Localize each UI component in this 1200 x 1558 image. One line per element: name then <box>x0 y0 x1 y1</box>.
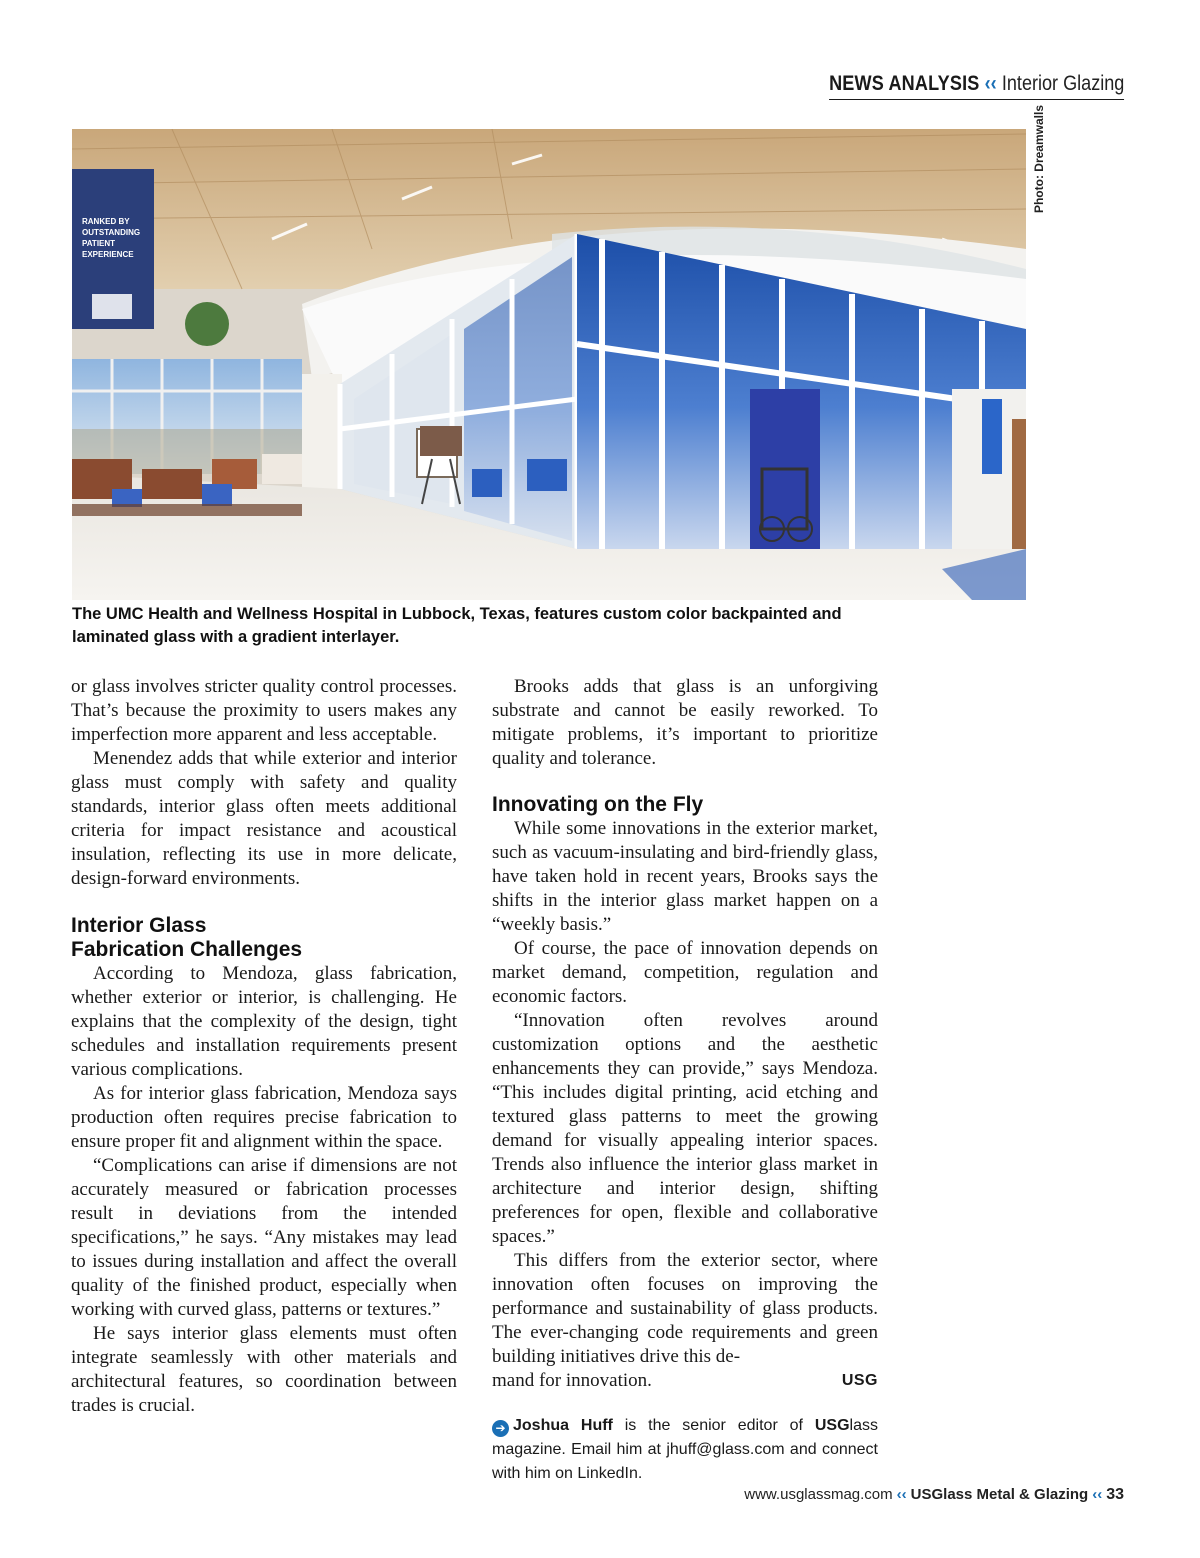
paragraph: This differs from the exterior sector, where innovation often focuses on improving the performance and sustainability of glass products. The ever-changing code requirements and green building initiatives drive this de- <box>492 1250 878 1367</box>
right-column <box>492 675 878 1486</box>
bio-text-1: is the senior editor of <box>612 1417 815 1434</box>
banner-line-4: EXPERIENCE <box>82 250 134 259</box>
banner-line-1: RANKED BY <box>82 217 130 226</box>
paragraph: Menendez adds that while exterior and interior glass must comply with safety and quality standards, interior glass often meets additional criteria for impact resistance and acoustical insulation, reflecting its use in more delicate, design-forward environments. <box>71 748 457 889</box>
left-column <box>71 675 457 1418</box>
subheading-line-2: Fabrication Challenges <box>71 938 303 961</box>
topic-label: Interior Glazing <box>1001 72 1124 95</box>
paragraph: As for interior glass fabrication, Mendoza says production often requires precise fabrication to ensure proper fit and alignment within the space. <box>71 1083 457 1152</box>
arrow-right-icon: ➔ <box>492 1420 509 1437</box>
brand-bold: USG <box>814 1417 850 1434</box>
subheading-fabrication-challenges <box>71 914 457 962</box>
subheading-line-1: Interior Glass <box>71 914 207 937</box>
section-label: NEWS ANALYSIS <box>828 72 980 95</box>
paragraph: “Innovation often revolves around customization options and the aesthetic enhancements they can provide,” says Mendoza. “This includes digital printing, acid etching and textured glass patterns to meet the growing demand for visually appealing interior spaces. Trends also influence the interior glass market in architecture and interior design, shifting preferences for open, flexible and collaborative spaces.” <box>492 1010 878 1247</box>
photo-illustration <box>72 129 1026 600</box>
paragraph: While some innovations in the exterior market, such as vacuum-insulating and bird-friendly glass, have taken hold in recent years, Brooks says the shifts in the interior glass market happen on a “weekly basis.” <box>492 818 878 935</box>
footer-publication: USGlass Metal & Glazing <box>910 1486 1089 1503</box>
end-mark: USG <box>841 1372 878 1389</box>
photo-credit-text: Photo: Dreamwalls <box>1032 105 1046 214</box>
banner-line-3: PATIENT <box>82 239 116 248</box>
footer-url: www.usglassmag.com <box>744 1486 893 1503</box>
chevron-separator-icon: ‹‹ <box>896 1486 907 1503</box>
brand-rest: lass <box>849 1417 878 1434</box>
page-footer <box>744 1484 1124 1506</box>
paragraph: Brooks adds that glass is an unforgiving substrate and cannot be easily reworked. To mitigate problems, it’s important to prioritize quality and tolerance. <box>492 676 878 769</box>
photo-credit <box>1030 105 1050 279</box>
chevron-separator-icon: ‹‹ <box>1092 1486 1103 1503</box>
chevron-separator-icon: ‹‹ <box>984 72 997 95</box>
bio-text-2: magazine. Email him at jhuff@glass.com and connect with him on LinkedIn. <box>492 1441 878 1482</box>
page-number: 33 <box>1106 1486 1124 1503</box>
final-line <box>492 1369 878 1393</box>
paragraph: According to Mendoza, glass fabrication, whether exterior or interior, is challenging. He explains that the complexity of the design, tight schedules and installation requirements present various complications. <box>71 963 457 1080</box>
paragraph: “Complications can arise if dimensions are not accurately measured or fabrication processes result in deviations from the intended specifications,” he says. “Any mistakes may lead to issues during installation and affect the overall quality of the finished product, especially when working with curved glass, patterns or textures.” <box>71 1155 457 1320</box>
running-header <box>829 70 1124 100</box>
hospital-interior-photo <box>72 129 1026 600</box>
photo-caption: The UMC Health and Wellness Hospital in Lubbock, Texas, features custom color backpainted and laminated glass with a gradient interlayer. <box>72 605 842 646</box>
banner-line-2: OUTSTANDING <box>82 228 141 237</box>
author-bio <box>492 1414 878 1486</box>
author-name: Joshua Huff <box>513 1417 613 1434</box>
subheading-innovating: Innovating on the Fly <box>492 793 704 816</box>
paragraph: He says interior glass elements must often integrate seamlessly with other materials and architectural features, so coordination between trades is crucial. <box>71 1323 457 1416</box>
paragraph: Of course, the pace of innovation depends on market demand, competition, regulation and economic factors. <box>492 938 878 1007</box>
paragraph: or glass involves stricter quality control processes. That’s because the proximity to users makes any imperfection more apparent and less acceptable. <box>71 676 457 745</box>
final-line-text: mand for innovation. <box>492 1370 652 1391</box>
